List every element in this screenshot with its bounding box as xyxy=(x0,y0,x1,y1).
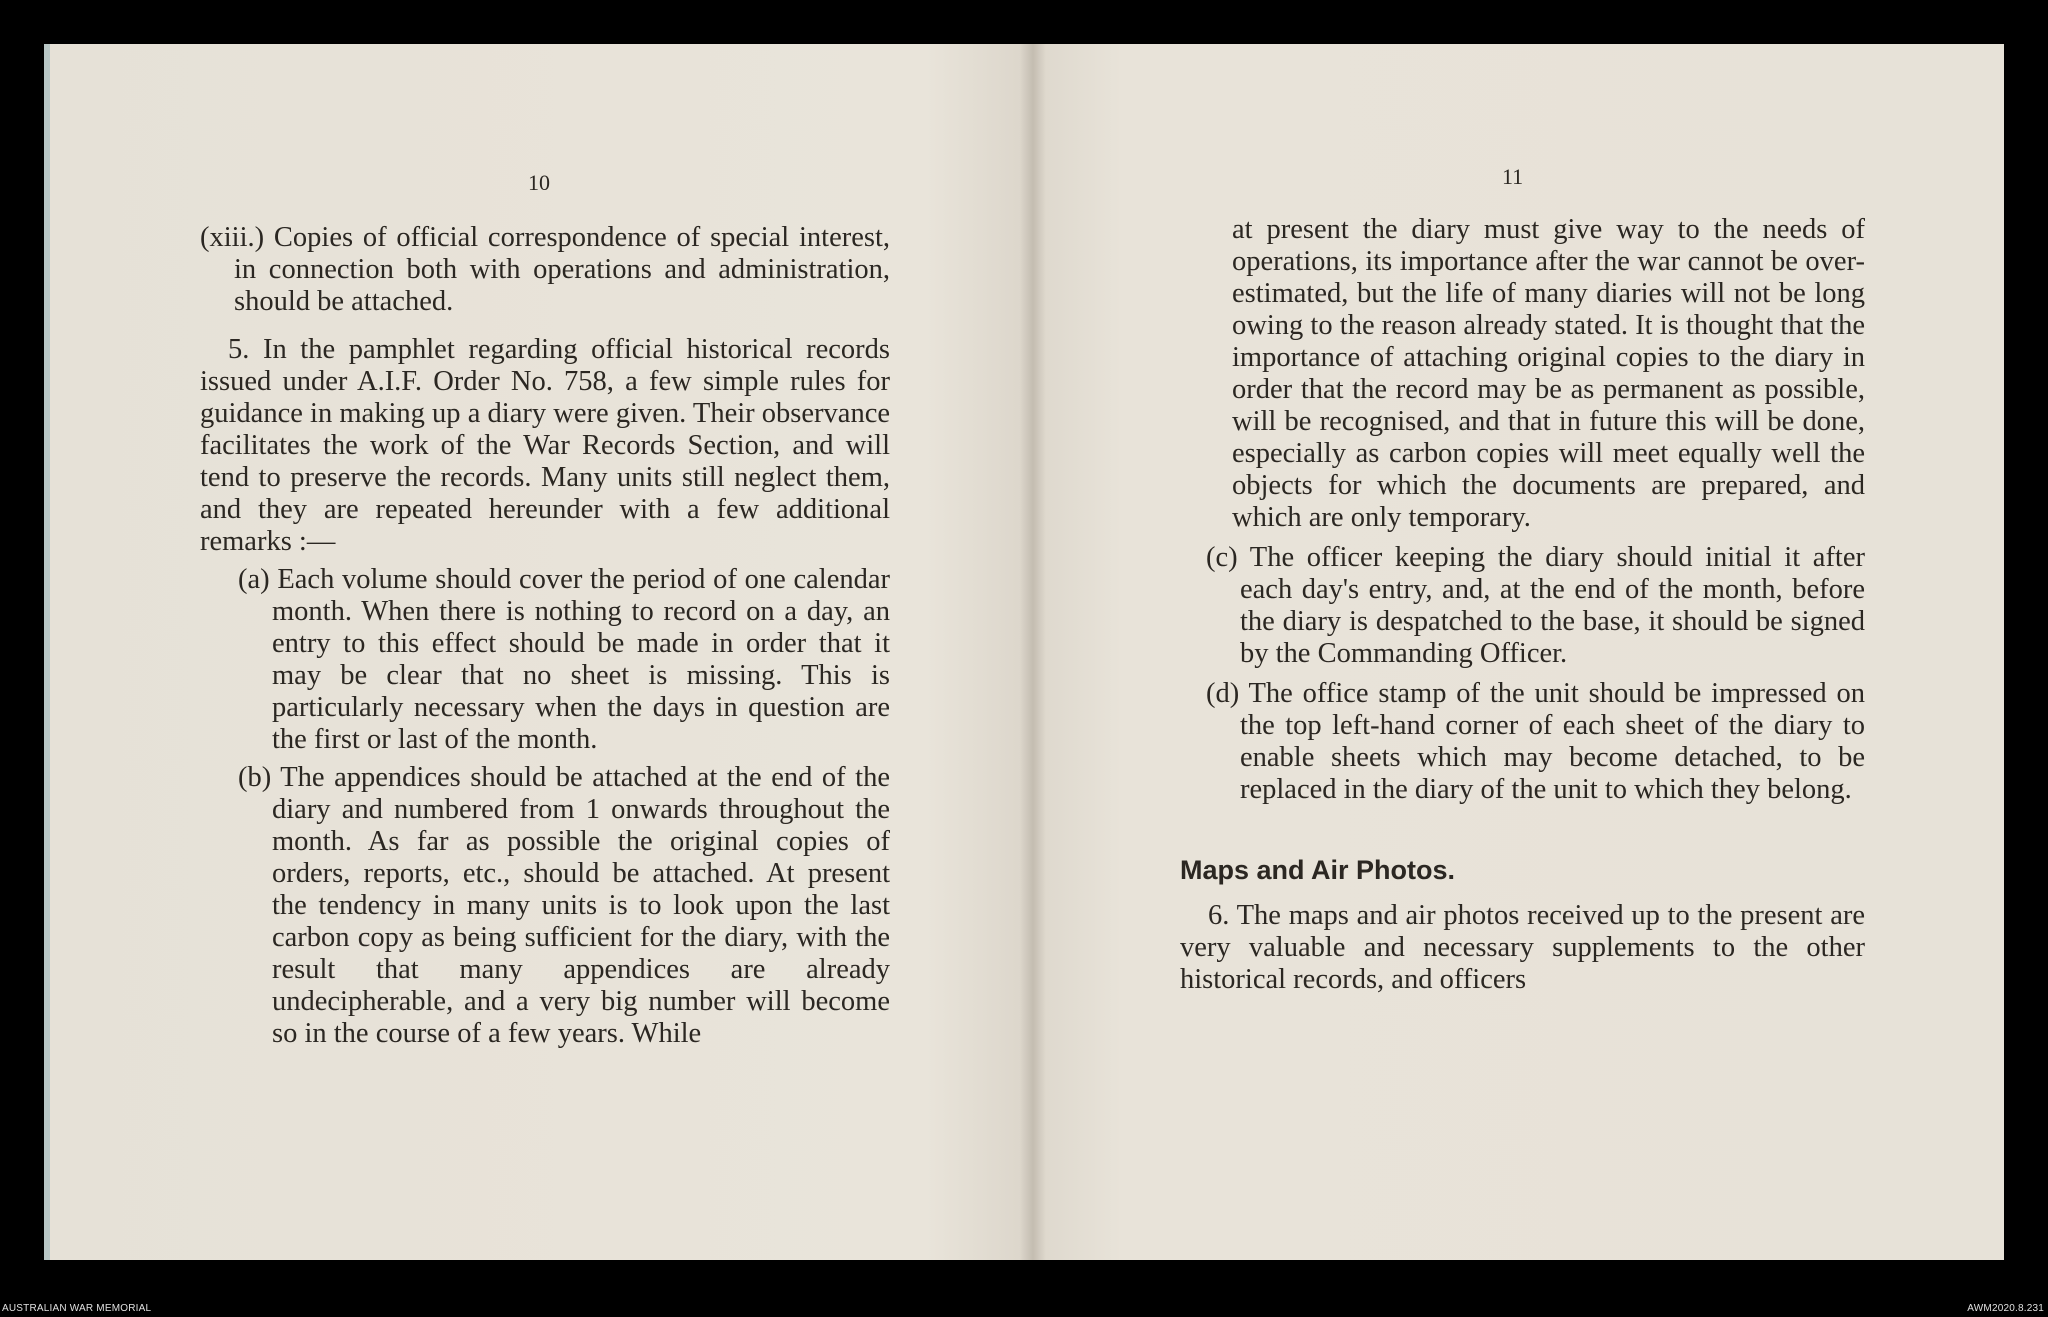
section-heading: Maps and Air Photos. xyxy=(1180,855,1456,885)
item-xiii: (xiii.) Copies of official correspondence of special interest, in connection both with operations and administration, should be attached. xyxy=(200,222,890,317)
footer-credit: AUSTRALIAN WAR MEMORIAL xyxy=(2,1303,152,1314)
page-number-left: 10 xyxy=(528,170,550,195)
item-a: (a) Each volume should cover the period of one calendar month. When there is nothing to record on a day, an entry to this effect should be made in order that it may be clear that no sheet is missing. This is particularly necessary when the days in question are the first or last of the month. xyxy=(238,564,890,755)
continuation-text: at present the diary must give way to the needs of operations, its importance after the war cannot be over-estimated, but the life of many diaries will not be long owing to the reason already stated. It is thought that the importance of attaching original copies to the diary in order that the record may be as permanent as possible, will be recognised, and that in future this will be done, especially as carbon copies will meet equally well the objects for which the documents are prepared, and which are only temporary. xyxy=(1232,214,1865,533)
item-b: (b) The appendices should be attached at the end of the diary and numbered from 1 onwards throughout the month. As far as possible the original copies of orders, reports, etc., should be attached. At present the tendency in many units is to look upon the last carbon copy as being sufficient for the diary, with the result that many appendices are already undecipherable, and a very big number will become so in the course of a few years. While xyxy=(238,762,890,1049)
item-d: (d) The office stamp of the unit should be impressed on the top left-hand corner of each sheet of the diary to enable sheets which may become detached, to be replaced in the diary of the unit to which they belong. xyxy=(1206,678,1865,805)
paragraph-6: 6. The maps and air photos received up to the present are very valuable and necessary supplements to the other historical records, and officers xyxy=(1180,900,1865,995)
page-edge xyxy=(44,44,50,1260)
book-spine xyxy=(1020,44,1046,1260)
footer-reference: AWM2020.8.231 xyxy=(1967,1303,2044,1314)
item-c: (c) The officer keeping the diary should initial it after each day's entry, and, at the end of the month, before the diary is despatched to the base, it should be signed by the Commanding Officer. xyxy=(1206,542,1865,669)
left-page-text xyxy=(200,222,890,1050)
paragraph-5: 5. In the pamphlet regarding official historical records issued under A.I.F. Order No. 758, a few simple rules for guidance in making up a diary were given. Their observance facilitates the work of the War Records Section, and will tend to preserve the records. Many units still neglect them, and they are repeated hereunder with a few additional remarks :— xyxy=(200,334,890,557)
page-number-right: 11 xyxy=(1502,164,1524,189)
right-page-text xyxy=(1180,214,1865,996)
